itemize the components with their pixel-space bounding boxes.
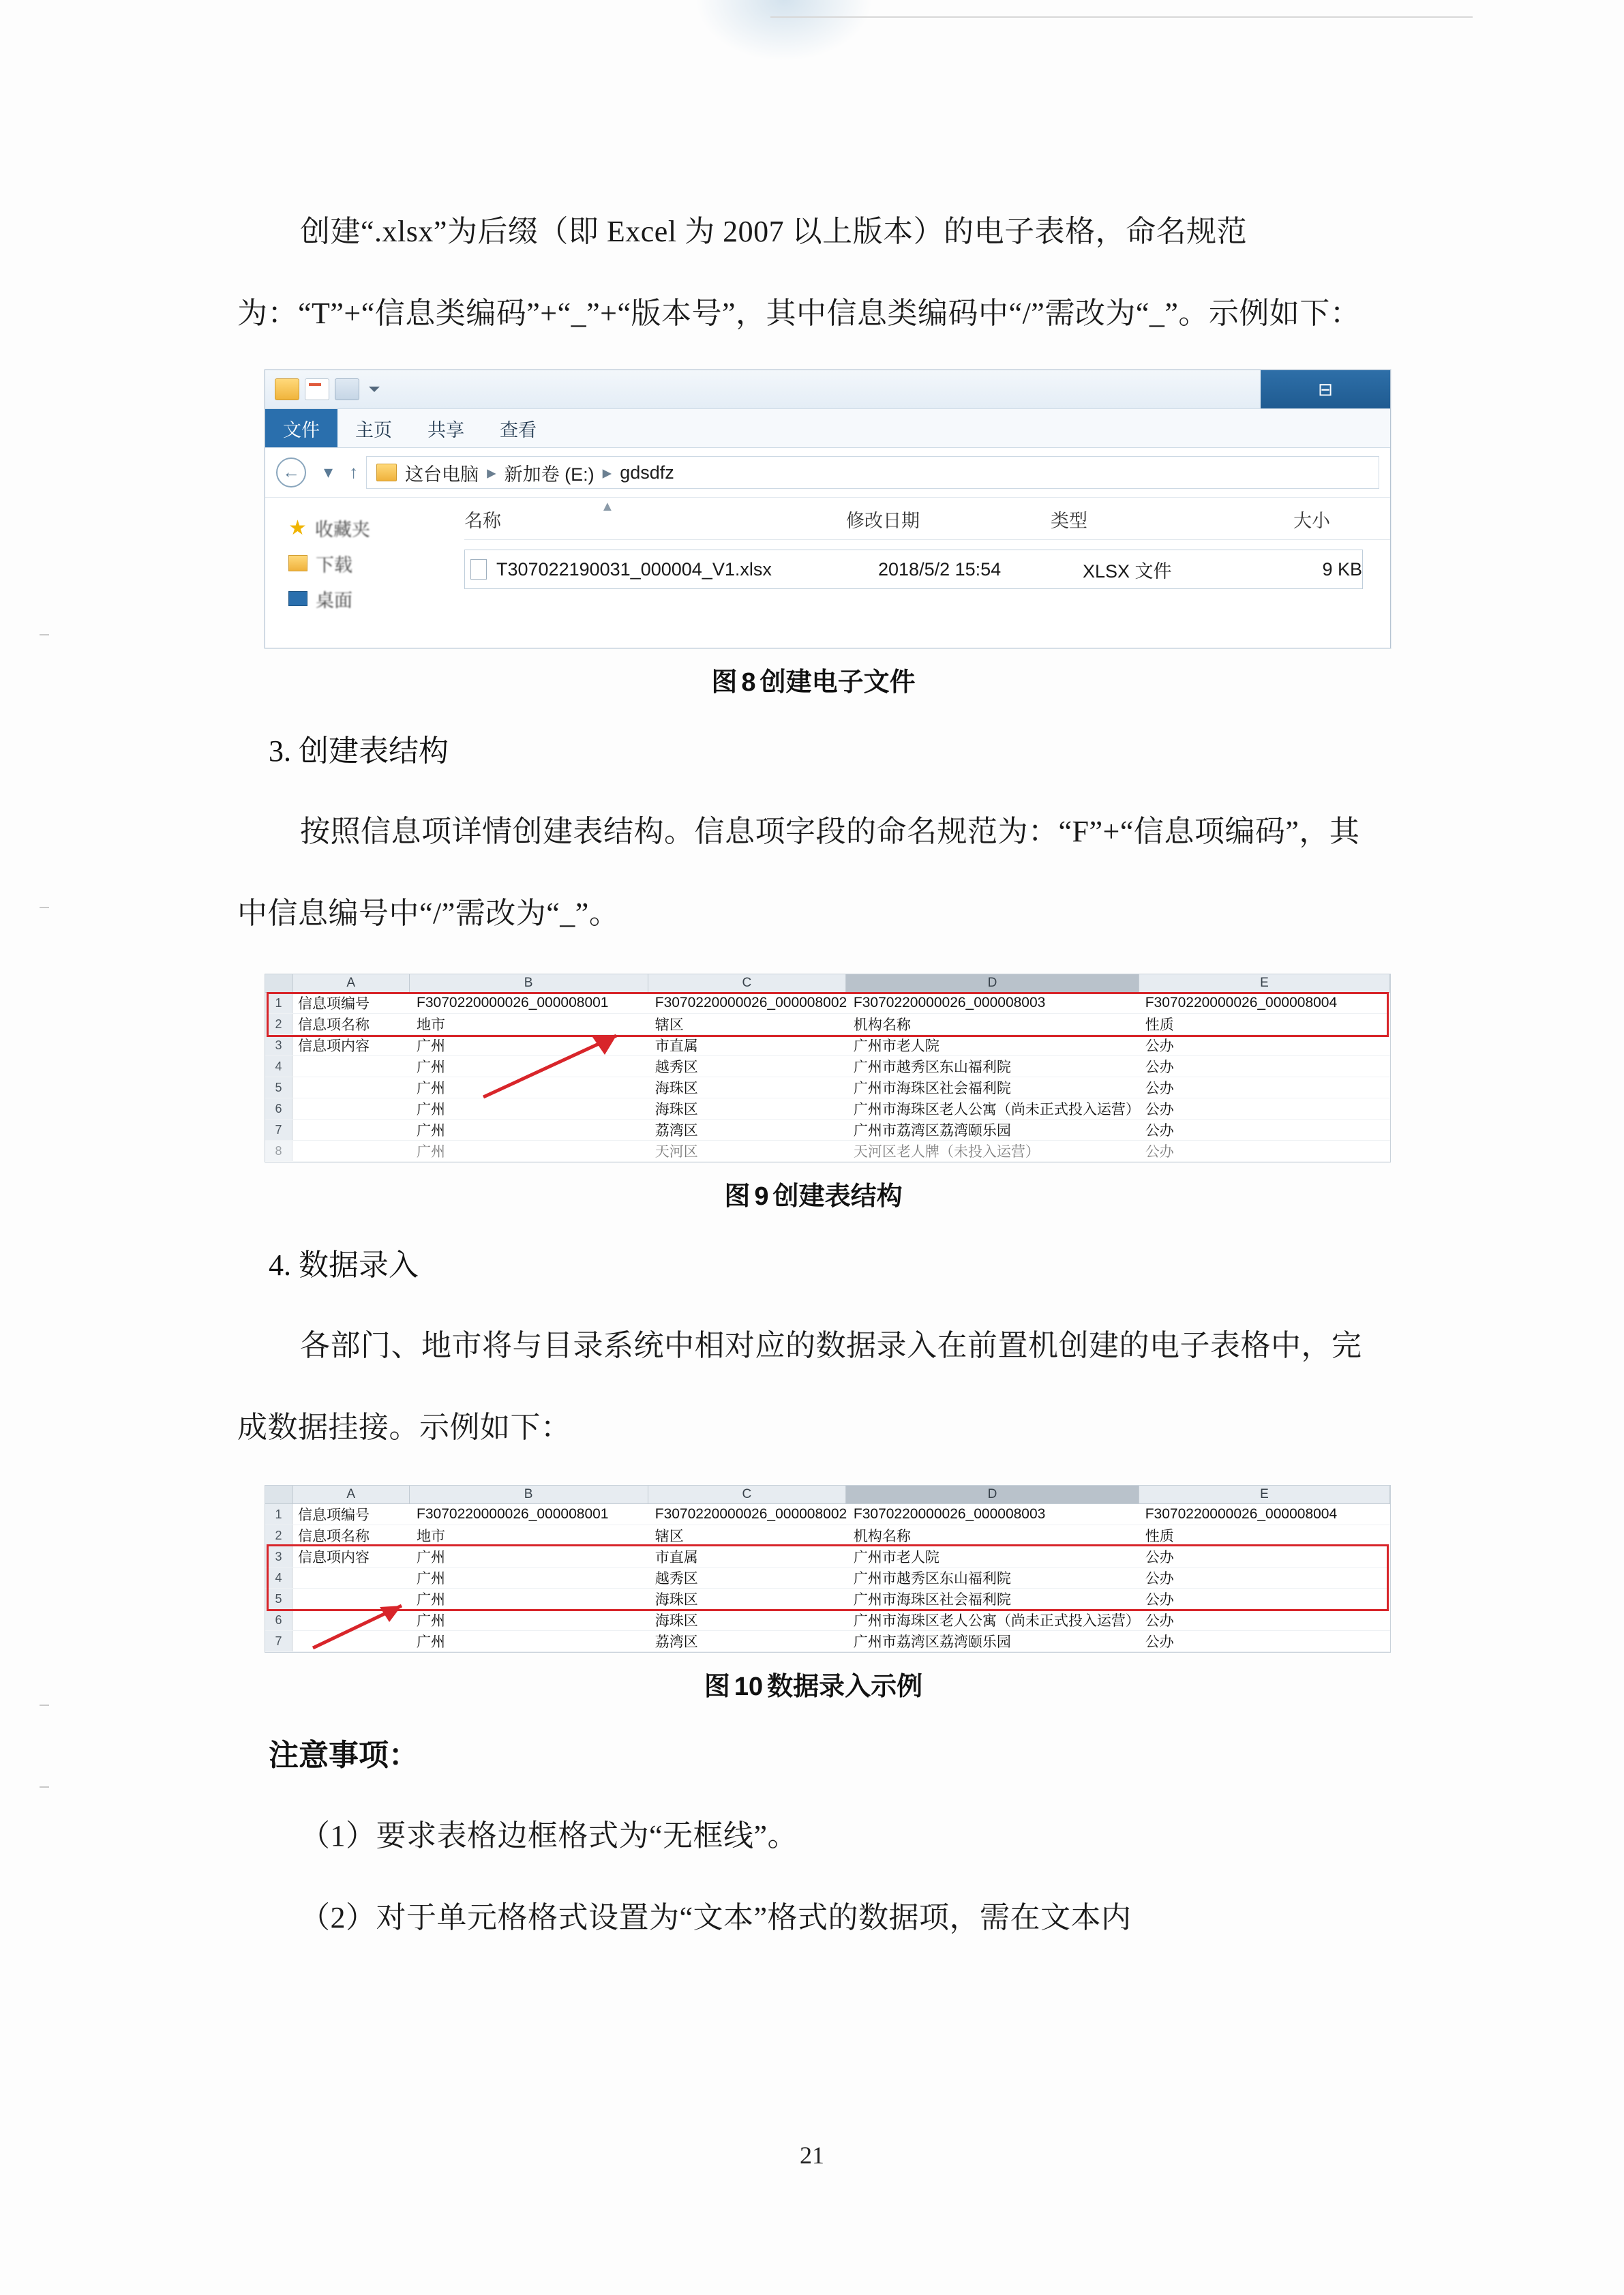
sidebar-item-label: 收藏夹 (314, 519, 370, 540)
folder-icon (288, 555, 307, 571)
tab-share[interactable]: 共享 (427, 419, 464, 440)
cell[interactable] (292, 1141, 411, 1161)
scan-artifact (695, 0, 873, 61)
sidebar-item-label: 桌面 (316, 590, 352, 611)
row-header[interactable]: 7 (265, 1631, 292, 1651)
sidebar-item-label: 下载 (316, 554, 352, 575)
explorer-title-bar (265, 370, 1390, 409)
cell[interactable]: F3070220000026_000008003 (853, 1506, 1046, 1522)
table-row[interactable] (265, 1610, 1390, 1631)
table-row[interactable] (265, 1589, 1390, 1610)
address-input[interactable] (366, 456, 1379, 489)
cell[interactable]: 海珠区 (655, 1592, 698, 1608)
column-header-name[interactable]: 名称 (464, 511, 501, 531)
figure-number: 10 (734, 1672, 764, 1701)
cell[interactable]: 广州 (417, 1571, 446, 1587)
cell[interactable]: 公办 (1145, 1123, 1174, 1139)
margin-tick (40, 907, 49, 908)
figure-9-caption (237, 1175, 1389, 1212)
cell[interactable]: 广州 (417, 1081, 446, 1096)
cell[interactable] (292, 1077, 411, 1098)
sidebar-item-desktop[interactable] (288, 581, 464, 616)
cell[interactable]: 机构名称 (853, 1529, 911, 1544)
row-header[interactable]: 3 (265, 1546, 292, 1567)
tab-file[interactable]: 文件 (265, 409, 337, 447)
breadcrumb-new-volume[interactable]: 新加卷 (E:) (504, 464, 595, 485)
cell[interactable]: 广州 (417, 1102, 446, 1118)
cell-file-name: T307022190031_000004_V1.xlsx (496, 558, 772, 580)
figure-title: 创建电子文件 (760, 668, 916, 697)
figure-number: 8 (741, 668, 756, 697)
table-row[interactable] (464, 550, 1363, 589)
row-header[interactable]: 6 (265, 1610, 292, 1630)
figure-8-explorer-window (265, 370, 1391, 648)
cell[interactable]: F3070220000026_000008001 (417, 1506, 609, 1522)
note-item-1: （1）要求表格边框格式为“无框线”。 (300, 1819, 798, 1852)
cell[interactable]: 地市 (417, 1017, 446, 1033)
table-row[interactable] (265, 1014, 1390, 1035)
explorer-body (265, 498, 1390, 648)
paragraph-data-entry: 各部门、地市将与目录系统中相对应的数据录入在前置机创建的电子表格中，完成数据挂接。示例如下： (237, 1329, 1362, 1444)
column-header-b[interactable]: B (410, 974, 648, 992)
row-header[interactable]: 8 (265, 1141, 292, 1161)
explorer-file-list (464, 498, 1390, 648)
row-header[interactable]: 4 (265, 1567, 292, 1588)
cell[interactable]: 广州市越秀区东山福利院 (853, 1060, 1011, 1075)
file-icon (470, 559, 487, 580)
cell[interactable]: 广州 (417, 1144, 446, 1160)
figure-label: 图 (704, 1672, 730, 1701)
cell[interactable]: 信息项名称 (298, 1529, 370, 1544)
cell[interactable]: 地市 (417, 1529, 446, 1544)
table-row[interactable] (265, 1035, 1390, 1056)
table-row[interactable] (265, 1631, 1390, 1652)
cell[interactable]: 公办 (1145, 1634, 1174, 1650)
figure-8-caption (237, 661, 1389, 698)
cell[interactable]: 公办 (1145, 1060, 1174, 1075)
cell[interactable]: 广州市越秀区东山福利院 (853, 1571, 1011, 1587)
heading-create-table-structure: 3. 创建表结构 (269, 734, 449, 768)
figure-title: 数据录入示例 (767, 1672, 923, 1701)
column-header-e[interactable]: E (1139, 974, 1390, 992)
row-header[interactable]: 1 (265, 993, 292, 1013)
cell[interactable]: F3070220000026_000008001 (417, 995, 609, 1010)
paragraph-block (237, 191, 1389, 355)
figure-label: 图 (711, 668, 738, 697)
window-controls[interactable]: ⊟ (1261, 370, 1390, 408)
paragraph-table-structure: 按照信息项详情创建表结构。信息项字段的命名规范为：“F”+“信息项编码”，其中信息编号中“/”需改为“_”。 (237, 815, 1360, 930)
recent-locations-icon[interactable]: ▾ (324, 462, 333, 482)
desktop-icon (288, 591, 307, 606)
row-header[interactable]: 4 (265, 1056, 292, 1077)
row-header[interactable]: 2 (265, 1014, 292, 1034)
table-row[interactable] (265, 993, 1390, 1014)
chevron-right-icon: ▸ (487, 462, 496, 483)
select-all-corner[interactable] (265, 974, 293, 992)
cell[interactable]: 性质 (1145, 1017, 1174, 1033)
tab-home[interactable]: 主页 (355, 419, 392, 440)
column-header-type[interactable]: 类型 (1051, 511, 1087, 531)
column-header-date[interactable]: 修改日期 (846, 511, 920, 531)
document-body (237, 191, 1389, 1959)
cell[interactable]: 越秀区 (655, 1571, 698, 1587)
table-row[interactable] (265, 1056, 1390, 1077)
note-item-2: （2）对于单元格格式设置为“文本”格式的数据项，需在文本内 (300, 1901, 1132, 1934)
margin-tick (40, 1786, 49, 1788)
sidebar-item-favorites[interactable] (288, 510, 464, 545)
column-header-a[interactable]: A (293, 974, 410, 992)
cell[interactable]: 天河区 (655, 1144, 698, 1160)
cell[interactable]: 荔湾区 (655, 1123, 698, 1139)
table-row[interactable] (265, 1098, 1390, 1120)
cell[interactable] (292, 1610, 411, 1630)
figure-10-excel-sheet (265, 1485, 1391, 1653)
cell[interactable]: 海珠区 (655, 1613, 698, 1629)
cell[interactable]: 广州 (417, 1634, 446, 1650)
column-header-d[interactable]: D (846, 974, 1139, 992)
cell[interactable]: 广州 (417, 1613, 446, 1629)
cell[interactable]: 广州 (417, 1123, 446, 1139)
table-row[interactable] (265, 1504, 1390, 1525)
column-header-c[interactable]: C (648, 974, 846, 992)
chevron-down-icon[interactable] (369, 387, 380, 392)
table-row[interactable] (265, 1546, 1390, 1567)
spreadsheet-column-headers (265, 974, 1390, 993)
figure-label: 图 (724, 1182, 751, 1211)
explorer-address-bar (265, 448, 1390, 498)
row-header[interactable]: 1 (265, 1504, 292, 1525)
row-header[interactable]: 3 (265, 1035, 292, 1055)
table-row[interactable] (265, 1567, 1390, 1589)
cell[interactable] (292, 1631, 411, 1651)
cell[interactable]: 公办 (1145, 1613, 1174, 1629)
column-header-b[interactable]: B (410, 1486, 648, 1503)
cell-file-size: 9 KB (1322, 558, 1362, 580)
figure-10-caption (237, 1665, 1389, 1702)
explorer-ribbon-tabs (265, 409, 1390, 448)
column-header-c[interactable]: C (648, 1486, 846, 1503)
cell[interactable]: 广州市海珠区社会福利院 (853, 1081, 1011, 1096)
cell[interactable]: 信息项编号 (298, 996, 370, 1012)
cell-file-type: XLSX 文件 (1083, 560, 1172, 582)
cell[interactable] (292, 1120, 411, 1140)
cell[interactable]: 公办 (1145, 1144, 1174, 1160)
table-row[interactable] (265, 1077, 1390, 1098)
sidebar-item-downloads[interactable] (288, 545, 464, 581)
cell[interactable]: 信息项名称 (298, 1017, 370, 1033)
cell[interactable]: 广州市老人院 (853, 1550, 939, 1565)
cell[interactable]: 广州市海珠区社会福利院 (853, 1592, 1011, 1608)
folder-icon (275, 378, 299, 400)
cell[interactable] (292, 1589, 411, 1609)
cell[interactable]: 广州市海珠区老人公寓（尚未正式投入运营） (853, 1613, 1140, 1629)
cell[interactable]: 荔湾区 (655, 1634, 698, 1650)
cell[interactable]: 市直属 (655, 1038, 698, 1054)
cell-file-date: 2018/5/2 15:54 (878, 558, 1002, 580)
page-edge-line-top (770, 16, 1473, 18)
chevron-right-icon: ▸ (602, 462, 612, 483)
tab-view[interactable]: 查看 (500, 419, 537, 440)
cell[interactable] (292, 1098, 411, 1119)
row-header[interactable]: 6 (265, 1098, 292, 1119)
cell[interactable]: 性质 (1145, 1529, 1174, 1544)
margin-tick (40, 1705, 49, 1706)
cell[interactable]: F3070220000026_000008002 (655, 1506, 847, 1522)
margin-tick (40, 634, 49, 635)
cell[interactable]: F3070220000026_000008002 (655, 995, 847, 1010)
column-header-e[interactable]: E (1139, 1486, 1390, 1503)
figure-9-excel-sheet (265, 974, 1391, 1162)
cell[interactable]: 海珠区 (655, 1081, 698, 1096)
cell[interactable]: F3070220000026_000008003 (853, 995, 1046, 1010)
sort-indicator-icon: ▲ (601, 499, 614, 514)
cell[interactable]: 海珠区 (655, 1102, 698, 1118)
cell[interactable]: 信息项内容 (298, 1038, 370, 1054)
cell[interactable]: 辖区 (655, 1017, 684, 1033)
cell[interactable]: 天河区老人牌（未投入运营） (853, 1144, 1040, 1160)
star-icon: ★ (288, 516, 307, 539)
select-all-corner[interactable] (265, 1486, 293, 1503)
cell[interactable]: 广州 (417, 1060, 446, 1075)
cell[interactable]: F3070220000026_000008004 (1145, 1506, 1338, 1522)
cell[interactable]: 公办 (1145, 1571, 1174, 1587)
column-header-d[interactable]: D (846, 1486, 1139, 1503)
page-number: 21 (800, 2142, 824, 2169)
cell[interactable]: 广州市荔湾区荔湾颐乐园 (853, 1634, 1011, 1650)
back-icon[interactable]: ← (276, 457, 306, 487)
heading-data-entry: 4. 数据录入 (269, 1248, 419, 1282)
table-row[interactable] (265, 1525, 1390, 1546)
document-icon (305, 378, 329, 400)
up-icon[interactable]: ↑ (349, 462, 359, 482)
figure-number: 9 (754, 1182, 769, 1211)
cell[interactable]: 公办 (1145, 1102, 1174, 1118)
cell[interactable]: 广州 (417, 1038, 446, 1054)
cell[interactable]: 公办 (1145, 1081, 1174, 1096)
cell[interactable]: 市直属 (655, 1550, 698, 1565)
row-header[interactable]: 7 (265, 1120, 292, 1140)
notes-title: 注意事项： (269, 1739, 419, 1772)
cell[interactable]: 广州市老人院 (853, 1038, 939, 1054)
row-header[interactable]: 5 (265, 1077, 292, 1098)
explorer-navigation-pane (265, 498, 464, 648)
cell[interactable]: 公办 (1145, 1592, 1174, 1608)
row-header[interactable]: 2 (265, 1525, 292, 1546)
cell[interactable]: 广州 (417, 1592, 446, 1608)
cell[interactable]: 越秀区 (655, 1060, 698, 1075)
paragraph-create-xlsx: 创建“.xlsx”为后缀（即 Excel 为 2007 以上版本）的电子表格，命名规范为：“T”+“信息类编码”+“_”+“版本号”，其中信息类编码中“/”需改为“_”。示例如下： (237, 215, 1361, 330)
cell[interactable]: 公办 (1145, 1550, 1174, 1565)
spreadsheet-column-headers (265, 1486, 1390, 1504)
file-list-header (464, 499, 1390, 540)
table-row[interactable] (265, 1120, 1390, 1141)
cell[interactable]: 辖区 (655, 1529, 684, 1544)
cell[interactable]: 广州 (417, 1550, 446, 1565)
save-icon[interactable] (335, 378, 359, 400)
cell[interactable]: F3070220000026_000008004 (1145, 995, 1338, 1010)
row-header[interactable]: 5 (265, 1589, 292, 1609)
cell[interactable]: 广州市荔湾区荔湾颐乐园 (853, 1123, 1011, 1139)
cell[interactable]: 广州市海珠区老人公寓（尚未正式投入运营） (853, 1102, 1140, 1118)
cell[interactable] (292, 1567, 411, 1588)
breadcrumb-gdsdfz[interactable]: gdsdfz (620, 462, 674, 483)
cell[interactable]: 机构名称 (853, 1017, 911, 1033)
cell[interactable]: 信息项内容 (298, 1550, 370, 1565)
figure-title: 创建表结构 (772, 1182, 903, 1211)
table-row[interactable] (265, 1141, 1390, 1162)
column-header-a[interactable]: A (293, 1486, 410, 1503)
folder-icon (376, 464, 397, 481)
breadcrumb-this-pc[interactable]: 这台电脑 (405, 464, 479, 485)
cell[interactable]: 公办 (1145, 1038, 1174, 1054)
column-header-size[interactable]: 大小 (1293, 511, 1330, 531)
cell[interactable] (292, 1056, 411, 1077)
cell[interactable]: 信息项编号 (298, 1508, 370, 1523)
